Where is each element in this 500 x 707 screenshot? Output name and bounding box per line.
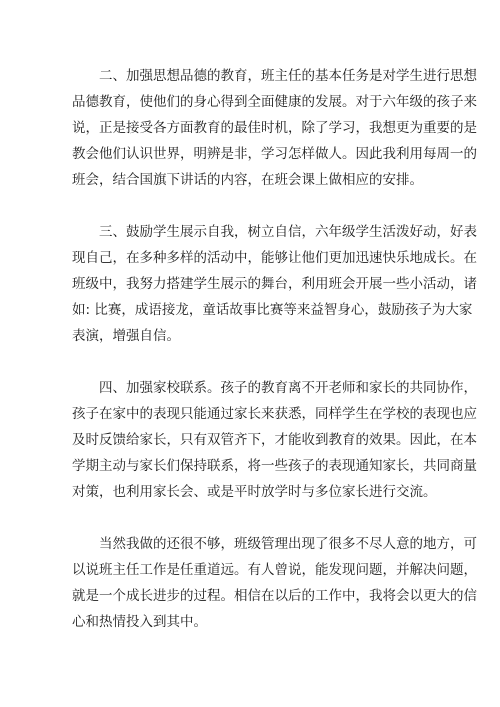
text-line: 如: 比赛，成语接龙，童话故事比赛等来益智身心，鼓励孩子为大家: [72, 302, 473, 318]
text-line: 当然我做的还很不够，班级管理出现了很多不尽人意的地方，可: [72, 536, 477, 552]
text-line: 心和热情投入到其中。: [72, 614, 207, 630]
text-line: 品德教育，使他们的身心得到全面健康的发展。对于六年级的孩子来: [72, 94, 477, 110]
paragraph-moral-education: [72, 63, 477, 193]
text-line: 表演，增强自信。: [72, 328, 180, 344]
text-line: 学期主动与家长们保持联系，将一些孩子的表现通知家长，共同商量: [72, 458, 477, 474]
text-line: 对策，也利用家长会、或是平时放学时与多位家长进行交流。: [72, 484, 437, 500]
paragraph-home-school: [72, 375, 477, 505]
text-line: 就是一个成长进步的过程。相信在以后的工作中，我将会以更大的信: [72, 588, 477, 604]
text-line: 及时反馈给家长，只有双管齐下，才能收到教育的效果。因此，在本: [72, 432, 477, 448]
paragraph-conclusion: [72, 531, 477, 635]
text-line: 教会他们认识世界，明辨是非，学习怎样做人。因此我利用每周一的: [72, 146, 477, 162]
paragraph-self-display: [72, 219, 477, 349]
text-line: 二、加强思想品德的教育，班主任的基本任务是对学生进行思想: [72, 68, 477, 84]
text-line: 以说班主任工作是任重道远。有人曾说，能发现问题，并解决问题，: [72, 562, 477, 578]
text-line: 班级中，我努力搭建学生展示的舞台，利用班会开展一些小活动，诸: [72, 276, 477, 292]
text-line: 孩子在家中的表现只能通过家长来获悉，同样学生在学校的表现也应: [72, 406, 477, 422]
text-line: 现自己，在多种多样的活动中，能够让他们更加迅速快乐地成长。在: [72, 250, 477, 266]
text-line: 三、鼓励学生展示自我，树立自信，六年级学生活泼好动，好表: [72, 224, 477, 240]
text-line: 四、加强家校联系。孩子的教育离不开老师和家长的共同协作，: [72, 380, 477, 396]
text-line: 班会，结合国旗下讲话的内容，在班会课上做相应的安排。: [72, 172, 423, 188]
text-line: 说，正是接受各方面教育的最佳时机，除了学习，我想更为重要的是: [72, 120, 477, 136]
